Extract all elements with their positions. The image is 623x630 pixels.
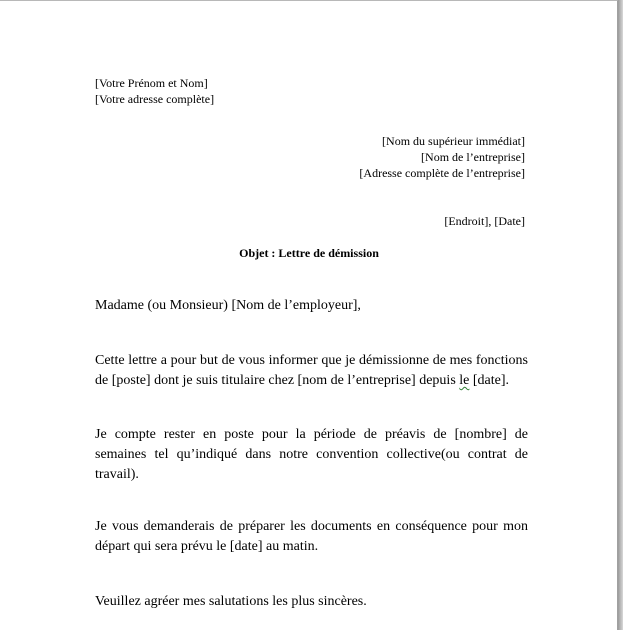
paragraph-2-line-3: travail). xyxy=(95,467,139,482)
paragraph-1-line-1: Cette lettre a pour but de vous informer que je démissionne de mes fonctions xyxy=(95,353,528,368)
sender-name: [Votre Prénom et Nom] xyxy=(95,76,208,90)
salutation: Madame (ou Monsieur) [Nom de l’employeur], xyxy=(95,298,361,313)
paragraph-2 xyxy=(95,425,528,485)
paragraph-2-line-2: semaines tel qu’indiqué dans notre convention collective(ou contrat de xyxy=(95,447,528,462)
recipient-company: [Nom de l’entreprise] xyxy=(421,150,525,164)
paragraph-1 xyxy=(95,351,528,391)
recipient-superior: [Nom du supérieur immédiat] xyxy=(382,134,525,148)
paragraph-3-line-2: départ qui sera prévu le [date] au matin. xyxy=(95,539,319,554)
recipient-company-address: [Adresse complète de l’entreprise] xyxy=(359,166,525,180)
paragraph-1-line-2-start: de [poste] dont je suis titulaire chez [nom de l’entreprise] depuis xyxy=(95,373,460,388)
paragraph-1-line-2-end: [date]. xyxy=(469,373,510,388)
grammar-flagged-word[interactable]: le xyxy=(459,373,470,388)
page-edge-shadow xyxy=(618,0,623,630)
paragraph-1-line-2 xyxy=(95,371,528,391)
subject-line: Objet : Lettre de démission xyxy=(239,246,379,260)
paragraph-3 xyxy=(95,517,528,557)
place-date: [Endroit], [Date] xyxy=(444,214,525,228)
closing-line: Veuillez agréer mes salutations les plus sincères. xyxy=(95,594,367,609)
sender-address: [Votre adresse complète] xyxy=(95,92,215,106)
paragraph-2-line-1: Je compte rester en poste pour la période de préavis de [nombre] de xyxy=(95,427,528,442)
paragraph-3-line-1: Je vous demanderais de préparer les documents en conséquence pour mon xyxy=(95,519,528,534)
